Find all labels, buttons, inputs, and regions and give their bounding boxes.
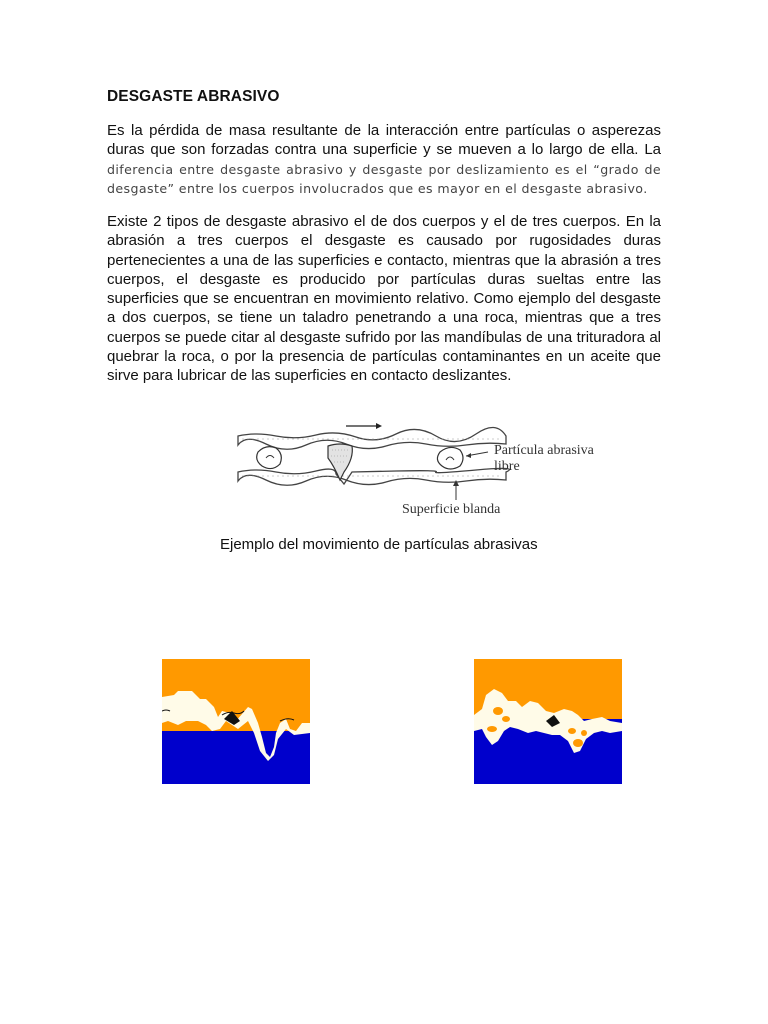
motion-arrow-icon [346,423,382,429]
orange-debris [581,730,587,736]
paragraph-types: Existe 2 tipos de desgaste abrasivo el de dos cuerpos y el de tres cuerpos. En la abrasión a tres cuerpos el desgaste es causado por rugosidades duras pertenecientes a una de las superficies e contacto, mientras que la abrasión a tres cuerpos, el desgaste es producido por partículas duras sueltas entre las superficies que se encuentran en movimiento relativo. Como ejemplo del desgaste a dos cuerpos, se tiene un taladro penetrando a una roca, mientras que a tres cuerpos se puede citar al desgaste sufrido por las mandíbulas de una trituradora al quebrar la roca, o por la presencia de partículas contaminantes en un aceite que sirve para lubricar de las superficies en contacto deslizantes. [107,213,661,385]
figure-caption: Ejemplo del movimiento de partículas abrasivas [220,536,538,553]
orange-debris [568,728,576,734]
free-particle-left [257,447,282,469]
two-body-wear-image [162,659,310,784]
label-free: libre [494,459,520,474]
paragraph-definition-part1: Es la pérdida de masa resultante de la interacción entre partículas o asperezas duras que son forzadas contra una superficie y se mueven a lo largo de ella. La [107,122,661,159]
label-soft-surface: Superficie blanda [402,502,501,517]
orange-debris [573,739,583,747]
section-heading: DESGASTE ABRASIVO [107,88,280,105]
paragraph-definition [107,121,661,198]
label-abrasive-particle: Partícula abrasiva [494,443,594,458]
lower-surface [238,468,509,485]
free-particle-right [437,447,463,469]
orange-debris [493,707,503,715]
paragraph-definition-part2: diferencia entre desgaste abrasivo y desgaste por deslizamiento es el “grado de desgaste” entre los cuerpos involucrados que es mayor en el desgaste abrasivo. [107,161,661,196]
orange-debris [487,726,497,732]
upper-surface [238,427,506,449]
orange-debris [502,716,510,722]
three-body-wear-image [474,659,622,784]
abrasive-particles-diagram [236,414,608,522]
